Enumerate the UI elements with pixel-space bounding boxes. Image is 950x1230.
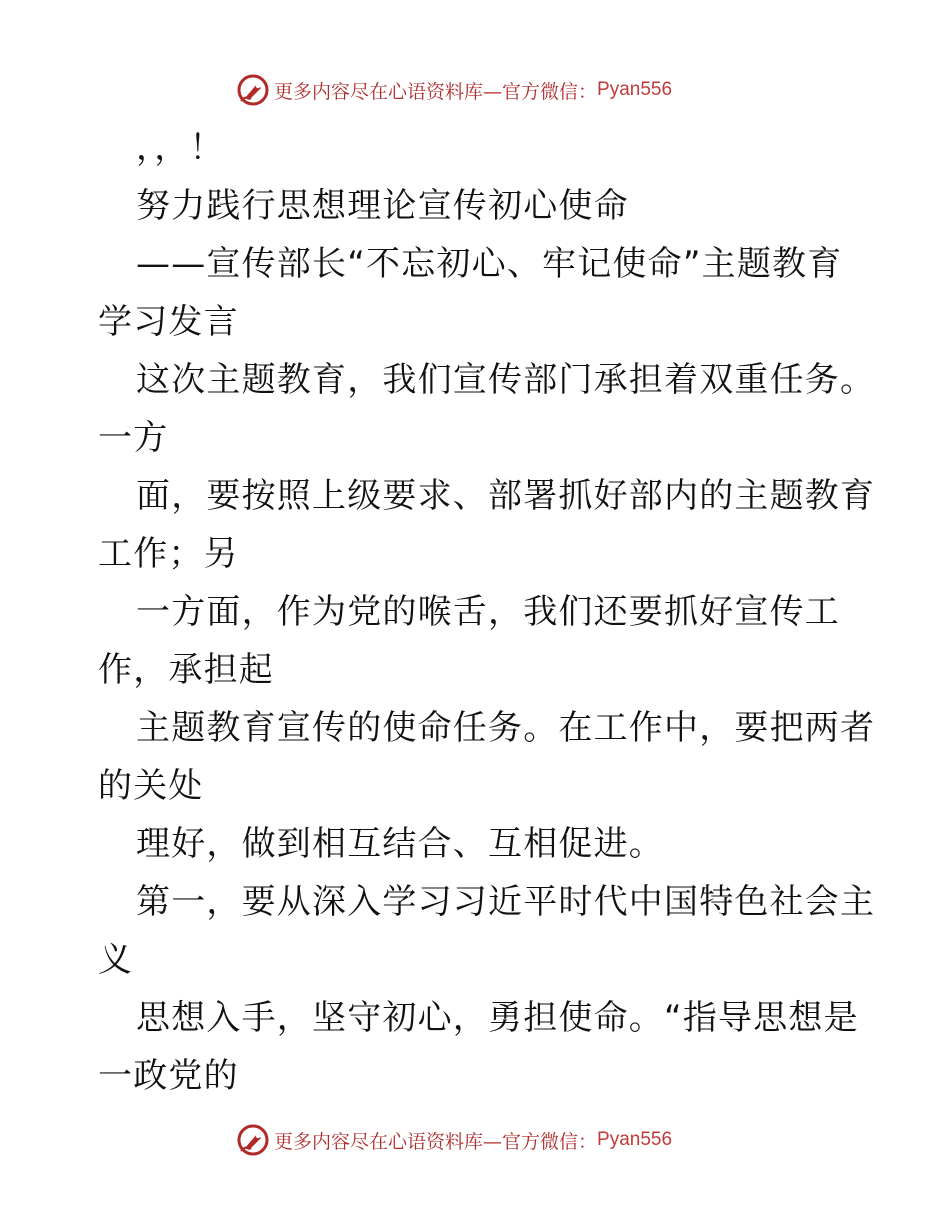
body-line: 这次主题教育，我们宣传部门承担着双重任务。: [136, 360, 876, 400]
body-line: 的关处: [98, 766, 204, 806]
body-line: 一方: [98, 418, 169, 458]
pen-nib-circle-icon: [236, 73, 270, 107]
body-line: 理好，做到相互结合、互相促进。: [136, 824, 664, 864]
body-line: 主题教育宣传的使命任务。在工作中，要把两者: [136, 708, 876, 748]
body-line: 义: [98, 940, 134, 980]
body-line: 一政党的: [98, 1056, 239, 1096]
body-line: 面，要按照上级要求、部署抓好部内的主题教育: [136, 476, 876, 516]
pen-nib-circle-icon: [236, 1123, 270, 1157]
body-line: 一方面，作为党的喉舌，我们还要抓好宣传工: [136, 592, 840, 632]
body-line: 工作；另: [98, 534, 239, 574]
header-wechat-id: Pyan556: [597, 79, 673, 100]
body-line: ，，！: [136, 128, 225, 168]
body-line: 思想入手，坚守初心，勇担使命。“指导思想是: [136, 998, 859, 1038]
footer-banner: [236, 1122, 716, 1158]
document-subtitle-cont: 学习发言: [98, 302, 239, 342]
header-banner: [236, 72, 716, 108]
body-line: 第一，要从深入学习习近平时代中国特色社会主: [136, 882, 876, 922]
footer-wechat-id: Pyan556: [597, 1129, 673, 1150]
body-line: 作，承担起: [98, 650, 274, 690]
header-banner-text: 更多内容尽在心语资料库—官方微信：: [274, 80, 598, 103]
footer-banner-text: 更多内容尽在心语资料库—官方微信：: [274, 1130, 598, 1153]
document-title: 努力践行思想理论宣传初心使命: [136, 186, 629, 226]
document-subtitle: ——宣传部长“不忘初心、牢记使命”主题教育: [136, 244, 843, 284]
